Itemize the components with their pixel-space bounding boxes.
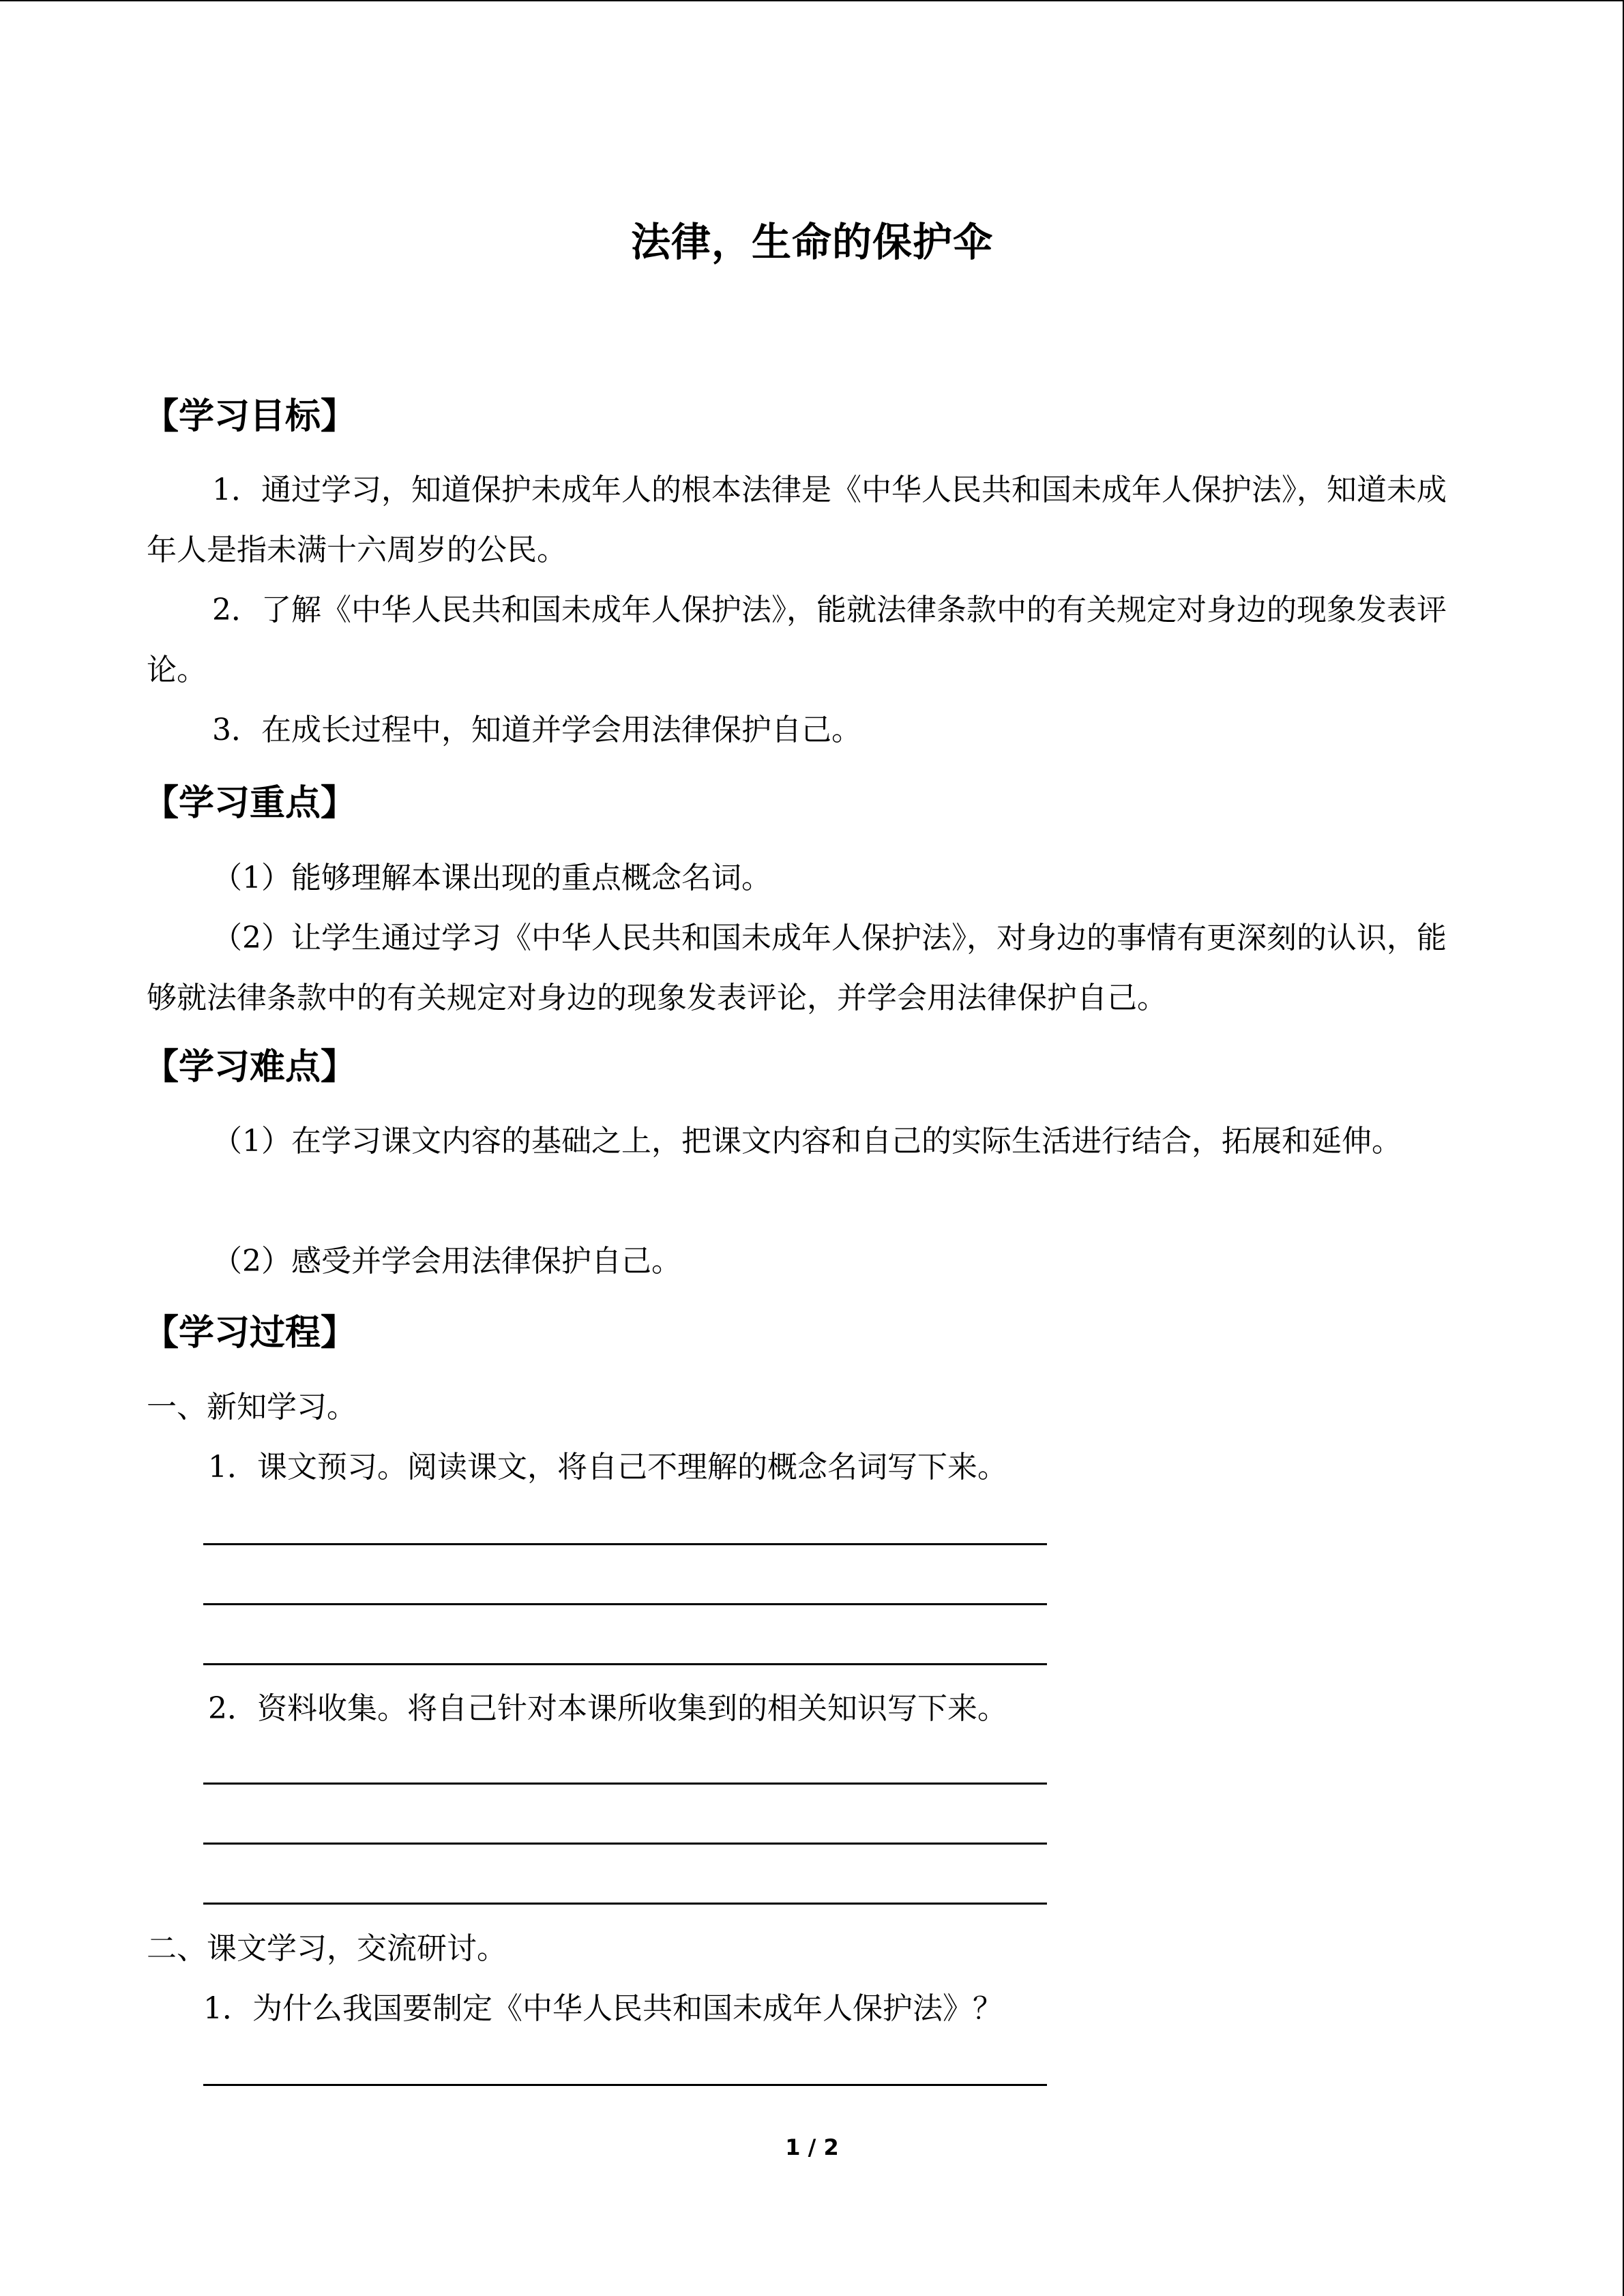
difficulty-item-2: （2）感受并学会用法律保护自己。: [212, 1244, 681, 1279]
process-part2-question-1: 1．为什么我国要制定《中华人民共和国未成年人保护法》？: [203, 1991, 1003, 2026]
answer-line[interactable]: [203, 2084, 1047, 2086]
section-heading-difficulties: 【学习难点】: [143, 1047, 357, 1088]
answer-line[interactable]: [203, 1603, 1047, 1605]
section-heading-goals: 【学习目标】: [143, 396, 357, 437]
process-part1-question-2: 2．资料收集。将自己针对本课所收集到的相关知识写下来。: [208, 1691, 1007, 1726]
goal-item-2: 2．了解《中华人民共和国未成年人保护法》，能就法律条款中的有关规定对身边的现象发表评论。: [147, 593, 1447, 687]
key-point-item-2: （2）让学生通过学习《中华人民共和国未成年人保护法》，对身边的事情有更深刻的认识，能够就法律条款中的有关规定对身边的现象发表评论，并学会用法律保护自己。: [147, 921, 1447, 1015]
difficulty-item-1: （1）在学习课文内容的基础之上，把课文内容和自己的实际生活进行结合，拓展和延伸。: [212, 1124, 1402, 1159]
answer-line[interactable]: [203, 1663, 1047, 1665]
answer-line[interactable]: [203, 1843, 1047, 1845]
key-point-item-1: （1）能够理解本课出现的重点概念名词。: [212, 861, 771, 895]
process-part1-question-1: 1．课文预习。阅读课文，将自己不理解的概念名词写下来。: [208, 1450, 1007, 1485]
goal-item-3: 3．在成长过程中，知道并学会用法律保护自己。: [212, 713, 861, 747]
process-part1-label: 一、新知学习。: [147, 1390, 357, 1425]
goal-item-1: 1．通过学习，知道保护未成年人的根本法律是《中华人民共和国未成年人保护法》，知道未成年人是指未满十六周岁的公民。: [147, 473, 1447, 567]
page-title: 法律，生命的保护伞: [630, 219, 993, 265]
page-number: 1 / 2: [785, 2134, 839, 2160]
section-heading-key-points: 【学习重点】: [143, 783, 357, 824]
process-part2-label: 二、课文学习，交流研讨。: [147, 1931, 507, 1966]
answer-line[interactable]: [203, 1543, 1047, 1545]
answer-line[interactable]: [203, 1903, 1047, 1905]
answer-line[interactable]: [203, 1783, 1047, 1785]
section-heading-process: 【学习过程】: [143, 1313, 357, 1354]
